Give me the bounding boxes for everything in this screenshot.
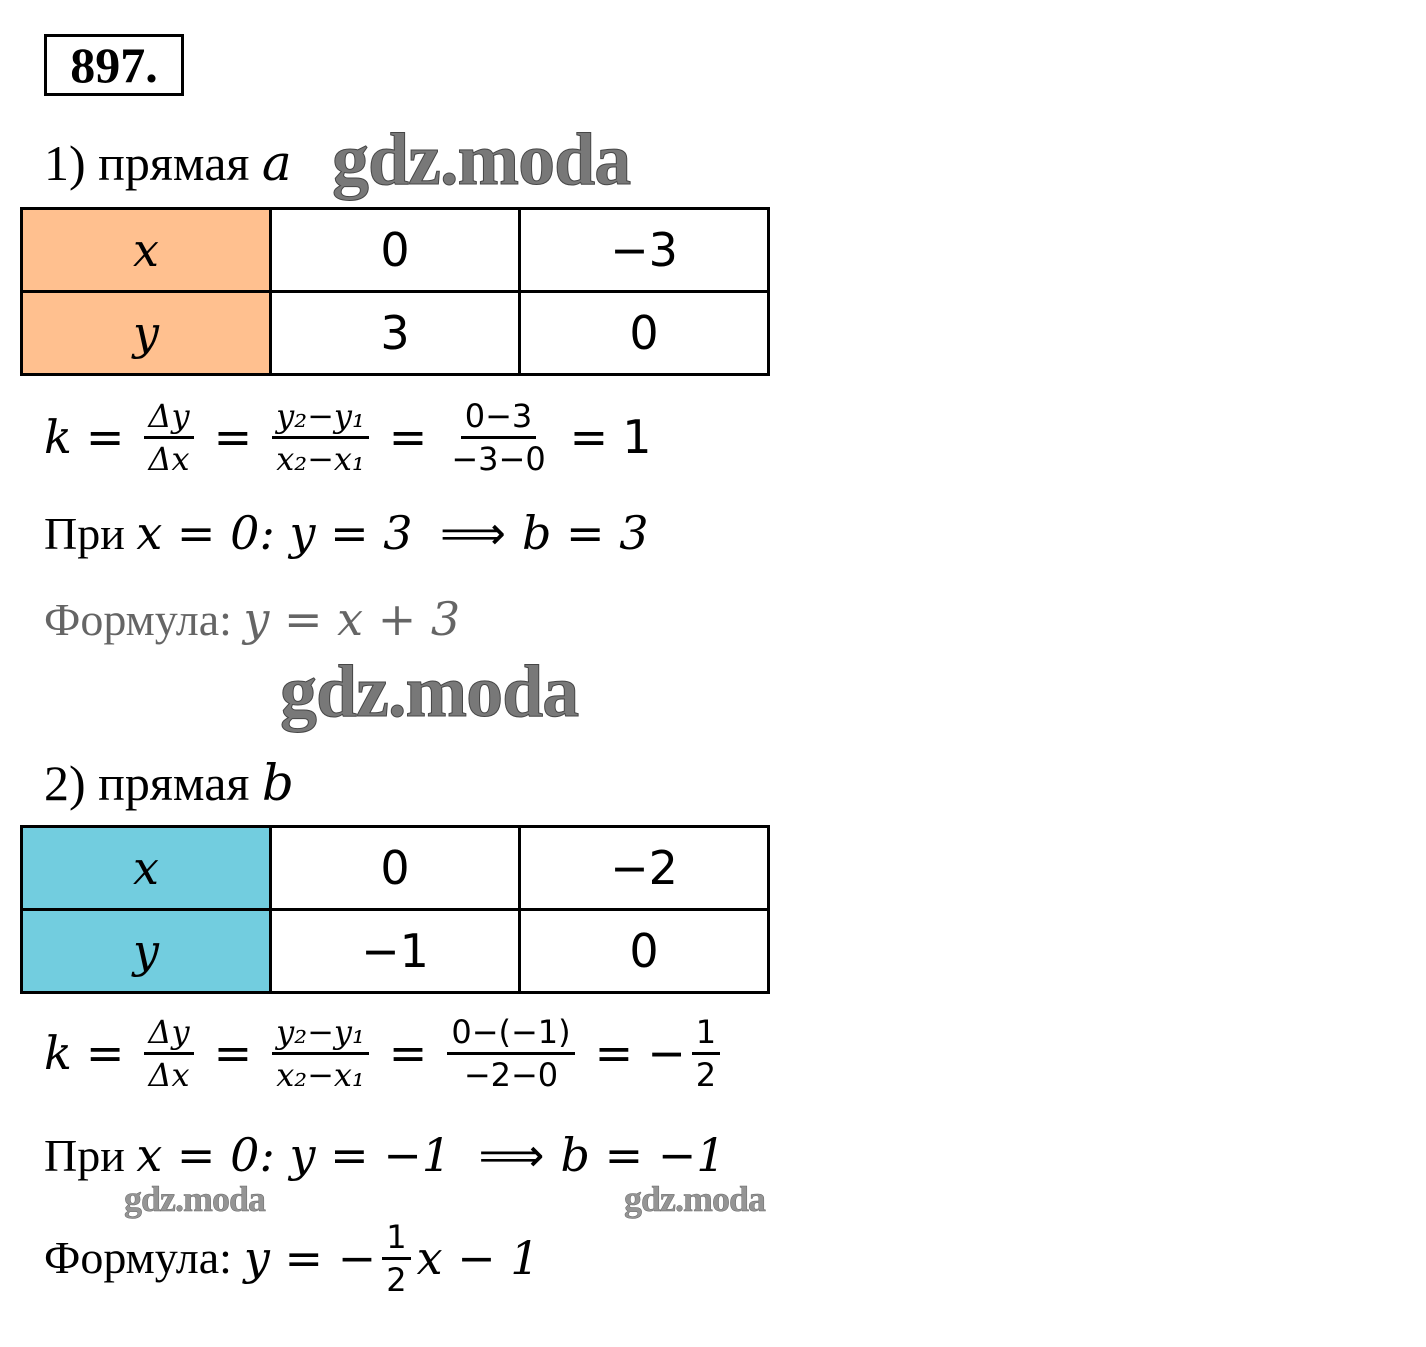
fraction [272,1012,369,1094]
fraction [447,396,549,478]
equals-sign: = [85,410,125,464]
fraction-denominator: Δx [148,439,190,478]
fraction-denominator: 2 [386,1260,407,1299]
table-cell: 3 [271,292,520,375]
part1-heading [44,134,292,192]
formula-prefix: Формула: [44,1232,232,1283]
fraction-numerator: Δy [144,400,193,439]
table-row [22,209,769,292]
fraction-numerator: 1 [382,1221,410,1260]
fraction-denominator: x₂−x₁ [276,1055,365,1094]
formula-prefix: Формула: [44,594,244,645]
part2-intercept-line [44,1128,726,1182]
table-header-cell: y [22,910,271,993]
part1-heading-text: 1) прямая [44,135,262,191]
equals-sign: = [388,410,428,464]
fraction-numerator: y₂−y₁ [272,1016,369,1055]
problem-number: 897. [44,34,184,96]
table-cell: −2 [520,827,769,910]
intercept-prefix: При [44,1130,137,1181]
fraction [144,1012,193,1094]
part1-table [20,207,770,376]
fraction-denominator: Δx [148,1055,190,1094]
part1-heading-var: a [261,134,292,192]
table-cell: 0 [520,910,769,993]
fraction-numerator: y₂−y₁ [272,400,369,439]
fraction [144,396,193,478]
formula-rest: x − 1 [416,1231,540,1285]
part2-slope-equation [44,1000,726,1106]
fraction-numerator: 1 [692,1016,720,1055]
table-header-cell: x [22,827,271,910]
implies-icon: ⟹ [478,1128,545,1182]
equals-sign: = [594,1026,634,1080]
intercept-result: b = 3 [521,506,649,560]
part1-slope-equation [44,384,652,490]
part2-formula-line [44,1208,540,1308]
fraction-numerator: 0−(−1) [447,1016,574,1055]
implies-icon: ⟹ [440,506,506,560]
table-header-cell: x [22,209,271,292]
table-header-cell: y [22,292,271,375]
fraction-denominator: −3−0 [451,439,546,478]
watermark-logo: gdz.moda [332,119,631,201]
intercept-condition: x = 0: y = −1 [136,1128,452,1182]
watermark-logo: gdz.moda [280,651,579,733]
part2-heading-var: b [261,754,294,812]
slope-lhs: k [44,410,72,464]
fraction-denominator: 2 [695,1055,717,1094]
part2-heading [44,754,294,812]
equals-sign: = [569,410,609,464]
fraction-denominator: −2−0 [463,1055,559,1094]
formula-expression: y = x + 3 [243,592,461,646]
slope-result: 1 [622,410,652,464]
part1-intercept-line [44,506,649,560]
table-cell: 0 [271,209,520,292]
fraction-denominator: x₂−x₁ [276,439,365,478]
equals-sign: = [213,410,253,464]
watermark-logo: gdz.moda [124,1179,266,1219]
intercept-prefix: При [44,508,137,559]
fraction [692,1012,720,1094]
fraction-numerator: 0−3 [461,400,537,439]
equals-sign: = [85,1026,125,1080]
intercept-result: b = −1 [560,1128,726,1182]
table-row [22,292,769,375]
equals-sign: = [213,1026,253,1080]
fraction [272,396,369,478]
table-cell: 0 [271,827,520,910]
fraction [447,1012,574,1094]
watermark-logo: gdz.moda [624,1179,766,1219]
slope-result-sign: − [647,1026,686,1080]
table-row [22,910,769,993]
table-cell: 0 [520,292,769,375]
part2-heading-text: 2) прямая [44,755,262,811]
table-cell: −1 [271,910,520,993]
table-row [22,827,769,910]
slope-lhs: k [44,1026,72,1080]
fraction [382,1217,410,1299]
part1-formula-line [44,592,461,646]
intercept-condition: x = 0: y = 3 [136,506,413,560]
equals-sign: = [388,1026,428,1080]
table-cell: −3 [520,209,769,292]
fraction-numerator: Δy [144,1016,193,1055]
part2-table [20,825,770,994]
formula-lhs: y = − [243,1231,377,1285]
